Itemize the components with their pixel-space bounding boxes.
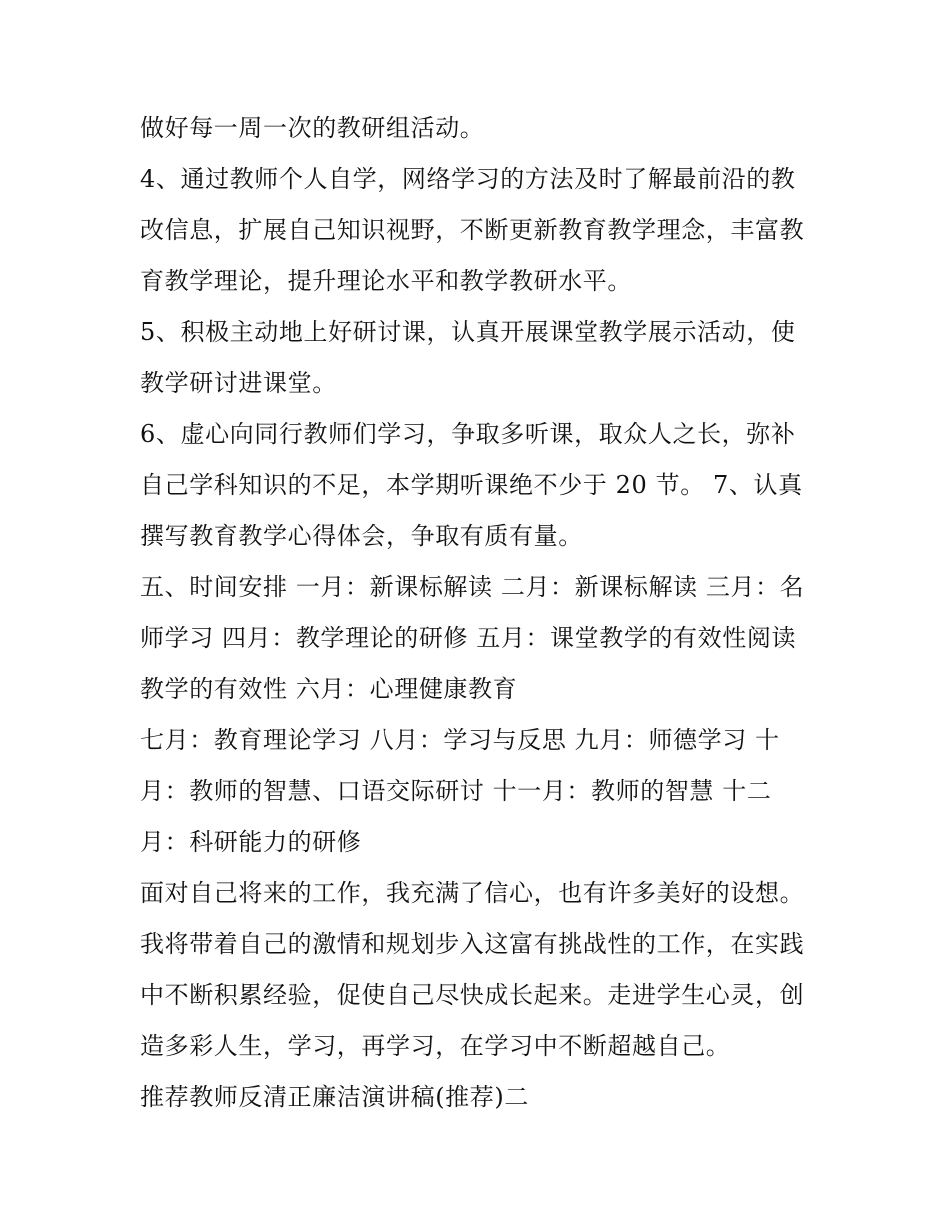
text-line: 中不断积累经验，促使自己尽快成长起来。走进学生心灵，创: [140, 981, 805, 1009]
text-line: 七月：教育理论学习 八月：学习与反思 九月：师德学习 十: [140, 726, 780, 754]
text-line: 4、通过教师个人自学，网络学习的方法及时了解最前沿的教: [140, 165, 796, 193]
text-line: 教学研讨进课堂。: [140, 369, 337, 397]
text-line: 造多彩人生，学习，再学习，在学习中不断超越自己。: [140, 1032, 731, 1060]
text-line: 师学习 四月：教学理论的研修 五月：课堂教学的有效性阅读: [140, 624, 797, 652]
text-line: 撰写教育教学心得体会，争取有质有量。: [140, 522, 583, 550]
text-line: 6、虚心向同行教师们学习，争取多听课，取众人之长，弥补: [140, 420, 796, 448]
text-line: 改信息，扩展自己知识视野，不断更新教育教学理念，丰富教: [140, 216, 805, 244]
text-line: 月：教师的智慧、口语交际研讨 十一月：教师的智慧 十二: [140, 777, 772, 805]
text-line: 育教学理论，提升理论水平和教学教研水平。: [140, 267, 632, 295]
text-line: 我将带着自己的激情和规划步入这富有挑战性的工作，在实践: [140, 930, 805, 958]
text-line: 5、积极主动地上好研讨课，认真开展课堂教学展示活动，使: [140, 318, 796, 346]
text-line: 自己学科知识的不足，本学期听课绝不少于 20 节。 7、认真: [140, 471, 803, 499]
document-body: [140, 103, 820, 1123]
text-line: 五、时间安排 一月：新课标解读 二月：新课标解读 三月：名: [140, 573, 805, 601]
text-line: 做好每一周一次的教研组活动。: [140, 114, 485, 142]
section-heading: 推荐教师反清正廉洁演讲稿(推荐)二: [140, 1083, 529, 1111]
text-line: 月：科研能力的研修: [140, 828, 362, 856]
text-line: 面对自己将来的工作，我充满了信心，也有许多美好的设想。: [140, 879, 805, 907]
text-line: 教学的有效性 六月：心理健康教育: [140, 675, 518, 703]
